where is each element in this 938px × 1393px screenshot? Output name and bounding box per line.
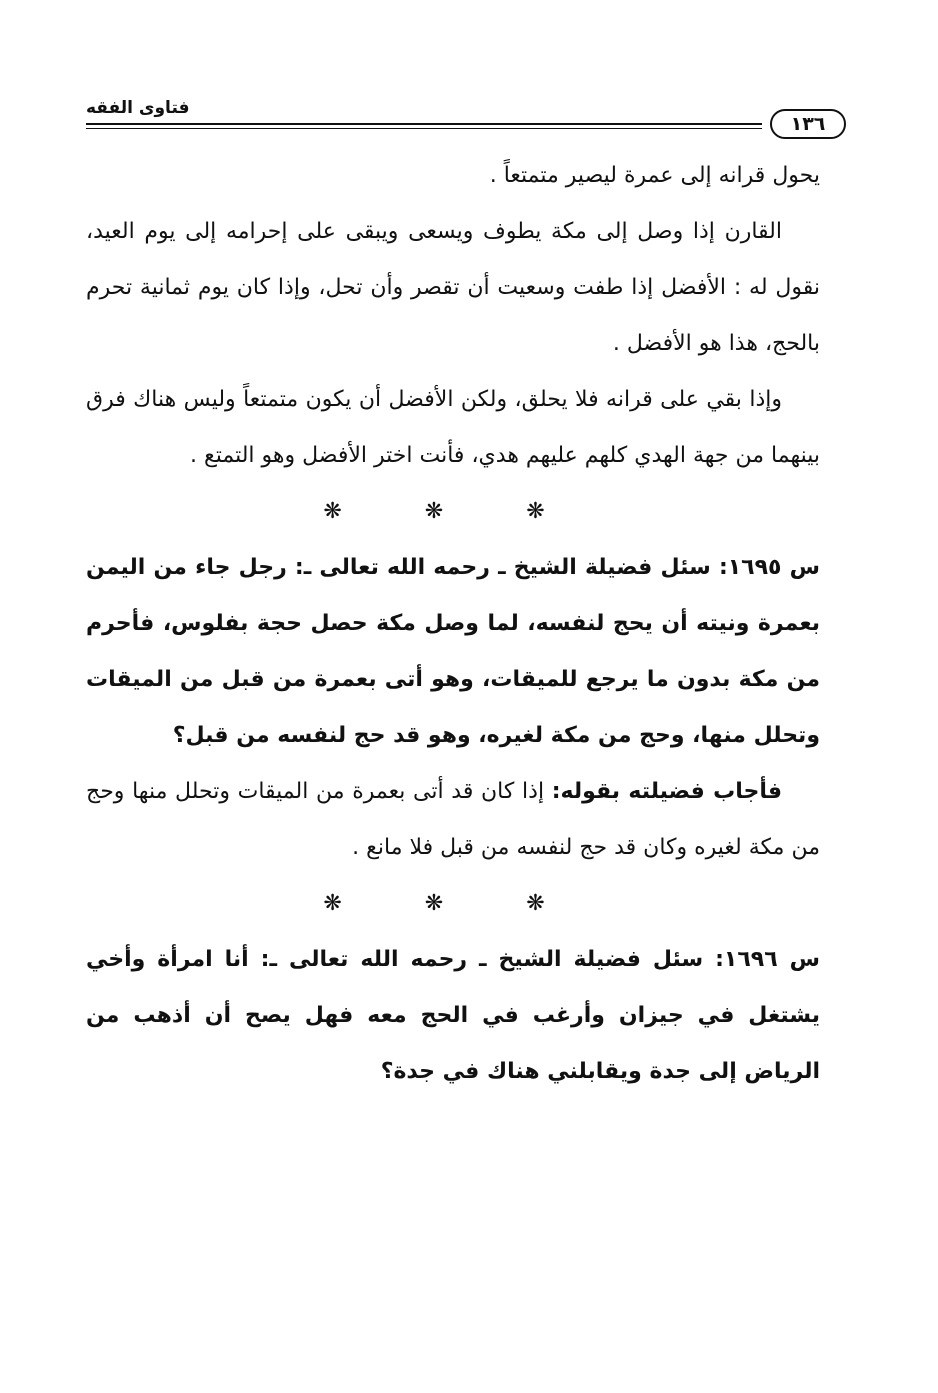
paragraph: يحول قرانه إلى عمرة ليصير متمتعاً . — [489, 163, 820, 188]
header-rule — [86, 123, 762, 125]
question-number: س ١٦٩٥: — [718, 555, 820, 580]
page-header — [86, 96, 846, 140]
page-number: ١٣٦ — [770, 109, 846, 139]
answer-text: إذا كان قد أتى بعمرة من الميقات وتحلل منها وحج من مكة لغيره وكان قد حج لنفسه من قبل فلا مانع . — [86, 779, 820, 860]
answer-1695 — [86, 764, 820, 876]
question-number: س ١٦٩٦: — [715, 947, 820, 972]
header-rule-thin — [86, 128, 762, 129]
question-text: سئل فضيلة الشيخ ـ رحمه الله تعالى ـ: أنا امرأة وأخي يشتغل في جيزان وأرغب في الحج معه فهل يصح أن أذهب من الرياض إلى جدة ويقابلني هناك في جدة؟ — [86, 947, 820, 1084]
page-body — [86, 148, 820, 1100]
book-title: فتاوى الفقه — [86, 98, 190, 118]
question-1695 — [86, 540, 820, 764]
section-separator: ❋ ❋ ❋ — [323, 891, 583, 916]
section-separator: ❋ ❋ ❋ — [323, 499, 583, 524]
question-text: سئل فضيلة الشيخ ـ رحمه الله تعالى ـ: رجل جاء من اليمن بعمرة ونيته أن يحج لنفسه، لما وصل مكة حصل حجة بفلوس، فأحرم من مكة بدون ما يرجع للميقات، وهو أتى بعمرة من قبل من الميقات وتحلل منها، وحج من مكة لغيره، وهو قد حج لنفسه من قبل؟ — [86, 555, 820, 748]
answer-lead: فأجاب فضيلته بقوله: — [551, 779, 782, 804]
question-1696 — [86, 932, 820, 1100]
paragraph: القارن إذا وصل إلى مكة يطوف ويسعى ويبقى على إحرامه إلى يوم العيد، نقول له : الأفضل إذا طفت وسعيت أن تقصر وأن تحل، وإذا كان يوم ثمانية تحرم بالحج، هذا هو الأفضل . — [86, 219, 820, 356]
paragraph: وإذا بقي على قرانه فلا يحلق، ولكن الأفضل أن يكون متمتعاً وليس هناك فرق بينهما من جهة الهدي كلهم عليهم هدي، فأنت اختر الأفضل وهو التمتع . — [86, 387, 820, 468]
